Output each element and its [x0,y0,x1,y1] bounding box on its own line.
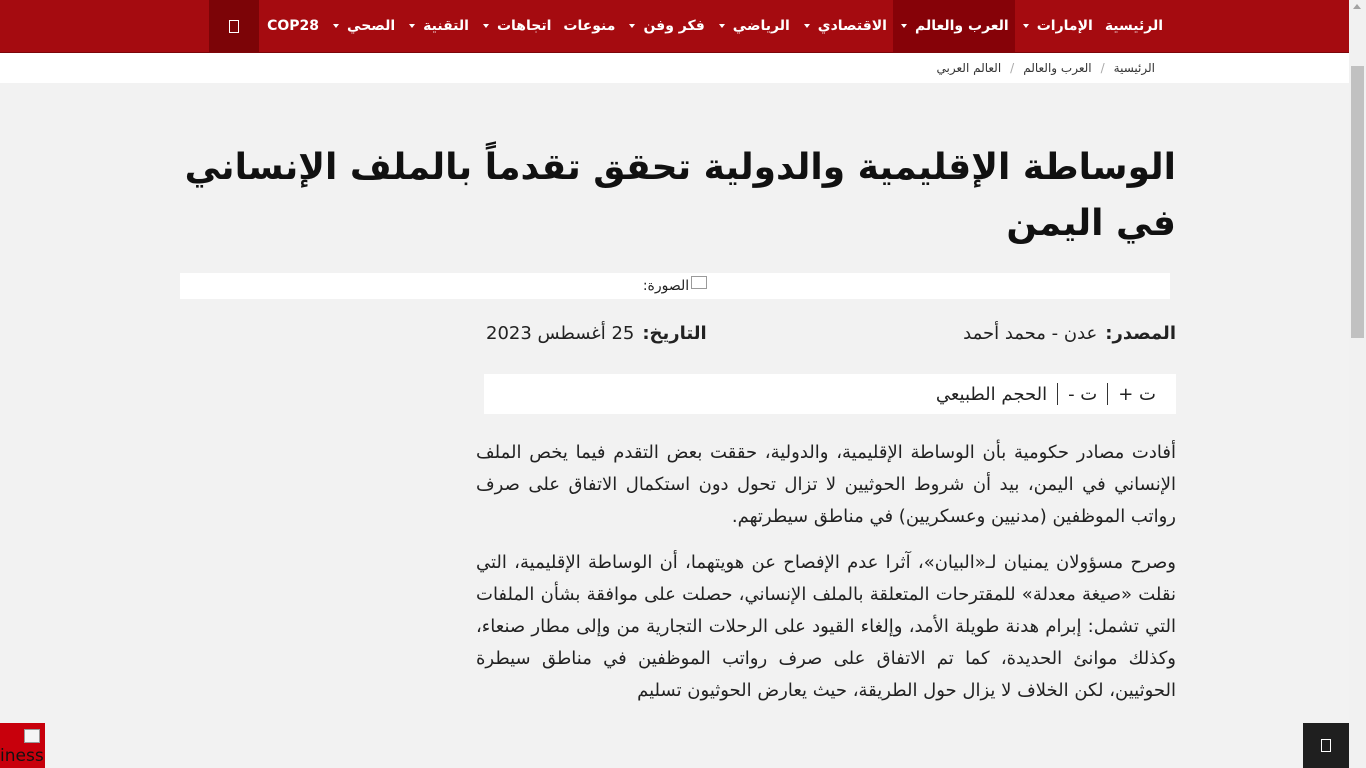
date-value: 25 أغسطس 2023 [486,322,635,344]
date-label: التاريخ: [642,322,707,344]
article-image [180,273,1170,299]
nav-item-label: الرئيسية [1104,18,1163,34]
scroll-up-arrow-icon[interactable] [1353,4,1361,9]
nav-item-label: الاقتصادي [817,18,887,34]
top-navigation [0,0,1349,53]
scrollbar[interactable] [1349,0,1366,768]
breadcrumb-arab-region[interactable]: العالم العربي [936,61,1002,75]
divider [1057,383,1058,405]
business-widget[interactable] [0,723,45,768]
chevron-down-icon [483,24,489,28]
nav-item-label: منوعات [563,18,616,34]
chevron-down-icon [409,24,415,28]
nav-item-label: العرب والعالم [914,18,1009,34]
nav-item-label: الإمارات [1036,18,1093,34]
source-value: عدن - محمد أحمد [963,322,1098,344]
image-alt-text: الصورة: [642,278,690,294]
article-body [476,437,1176,721]
font-decrease-button[interactable]: ت - [1068,383,1098,405]
nav-item-arab-world[interactable] [893,0,1015,52]
date-group [486,323,707,344]
chevron-down-icon [629,24,635,28]
font-size-controls [484,374,1176,414]
nav-item-home[interactable] [1099,0,1171,52]
nav-item-cop28[interactable] [261,0,325,52]
breadcrumb-separator: / [1010,61,1015,75]
nav-item-culture[interactable] [621,0,710,52]
nav-item-emirates[interactable] [1015,0,1099,52]
nav-item-label: التقنية [423,18,469,34]
source-label: المصدر: [1105,322,1176,344]
divider [1107,383,1108,405]
article-paragraph: وصرح مسؤولان يمنيان لـ«البيان»، آثرا عدم الإفصاح عن هويتهما، أن الوساطة الإقليمية، التي نقلت «صيغة معدلة» للمقترحات المتعلقة بالملف الإنساني، حصلت على موافقة بشأن الملفات التي تشمل: إبرام هدنة طويلة الأمد، وإلغاء القيود على الرحلات التجارية من وإلى مطار صنعاء، وكذلك موانئ الحديدة، كما تم الاتفاق على صرف رواتب الموظفين في مناطق سيطرة الحوثيين، لكن الخلاف لا يزال حول الطريقة، حيث يعارض الحوثيون تسليم [476,552,1176,701]
nav-item-label: اتجاهات [496,18,552,34]
nav-item-sports[interactable] [711,0,796,52]
nav-item-label: الصحي [347,18,396,34]
nav-menu [209,0,1171,52]
chevron-down-icon [1023,24,1029,28]
chevron-down-icon [804,24,810,28]
chevron-down-icon [333,24,339,28]
search-icon [229,20,239,33]
search-button[interactable] [209,0,259,52]
nav-item-label: COP28 [267,18,320,34]
font-increase-button[interactable]: ت + [1118,383,1156,405]
page-title: الوساطة الإقليمية والدولية تحقق تقدماً بالملف الإنساني في اليمن [184,147,1176,244]
breadcrumb [937,53,1155,83]
nav-item-tech[interactable] [401,0,475,52]
chevron-down-icon [901,24,907,28]
nav-item-health[interactable] [325,0,401,52]
breadcrumb-arab-world[interactable]: العرب والعالم [1023,61,1092,75]
chevron-down-icon [719,24,725,28]
search-icon [1321,739,1331,752]
scrollbar-thumb[interactable] [1351,66,1364,338]
business-widget-text: iness [0,746,44,766]
article-paragraph: أفادت مصادر حكومية بأن الوساطة الإقليمية، والدولية، حققت بعض التقدم فيما يخص الملف الإنساني في اليمن، بيد أن شروط الحوثيين لا تزال تحول دون استكمال الاتفاق على صرف رواتب الموظفين (مدنيين وعسكريين) في مناطق سيطرتهم. [476,442,1176,527]
article-meta [486,318,1176,348]
nav-item-label: فكر وفن [643,18,705,34]
broken-image-icon [24,729,40,743]
floating-search-button[interactable] [1303,723,1349,768]
nav-item-label: الرياضي [732,18,790,34]
nav-item-economy[interactable] [796,0,893,52]
breadcrumb-home[interactable]: الرئيسية [1113,61,1155,75]
broken-image-icon [691,276,707,289]
nav-item-trends[interactable] [475,0,557,52]
font-normal-button[interactable]: الحجم الطبيعي [935,383,1048,405]
nav-item-misc[interactable] [557,0,621,52]
breadcrumb-separator: / [1100,61,1105,75]
breadcrumb-bar [0,53,1349,83]
source-group [746,323,1176,344]
